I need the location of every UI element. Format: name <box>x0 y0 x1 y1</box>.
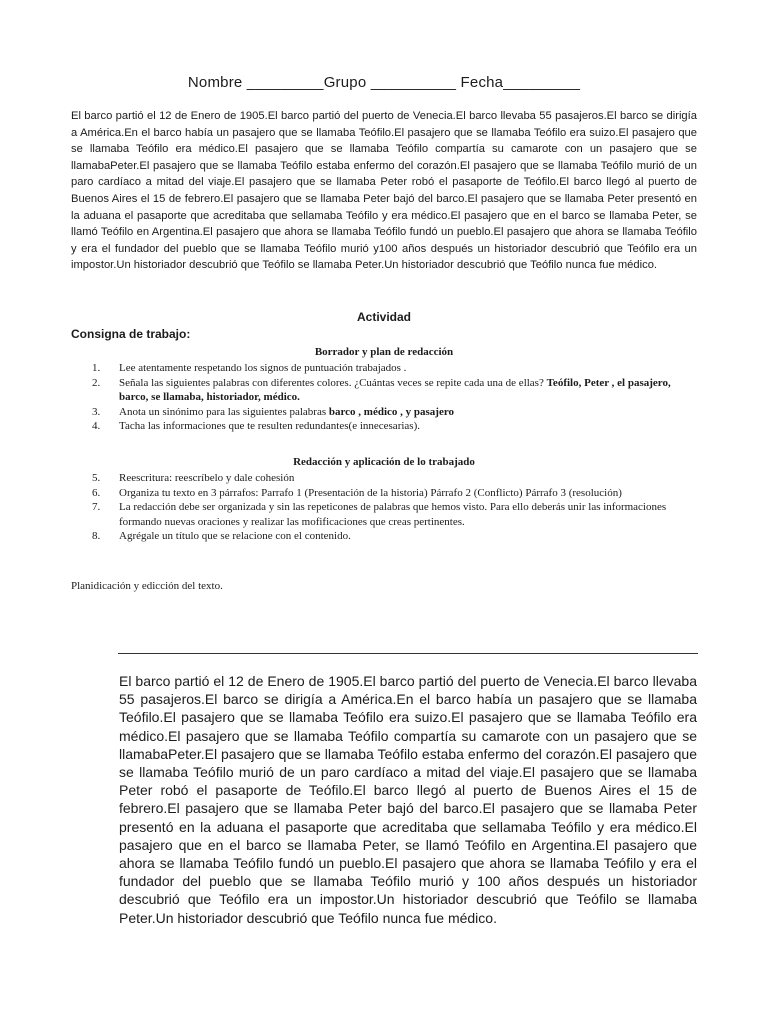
item-text: Organiza tu texto en 3 párrafos: Parrafo 1 (Presentación de la historia) Párrafo 2 (Conflicto) Párrafo 3 (resolución) <box>119 486 622 499</box>
activity-title: Actividad <box>356 310 411 324</box>
item-text: Tacha las informaciones que te resulten redundantes(e innecesarias). <box>119 420 420 433</box>
item-number: 2. <box>92 376 101 389</box>
item-text: Señala las siguientes palabras con diferentes colores. ¿Cuántas veces se repite cada una de ellas? Teófilo, Peter , el pasajero, barco, se llamaba, historiador, médico. <box>119 376 671 404</box>
item-number: 5. <box>92 472 101 484</box>
planificacion-label: Planidicación y edicción del texto. <box>71 580 223 592</box>
item-number: 7. <box>92 501 101 514</box>
highlight-words: barco , médico , y pasajero <box>328 405 455 418</box>
task-list-borrador <box>92 361 702 434</box>
item-text: Agrégale un título que se relacione con el contenido. <box>119 530 351 543</box>
section-title-borrador: Borrador y plan de redacción <box>314 346 454 358</box>
item-text: Reescritura: reescríbelo y dale cohesión <box>119 472 295 484</box>
item-number: 3. <box>92 405 101 418</box>
list-item <box>92 529 702 544</box>
list-item <box>92 361 702 376</box>
divider-line <box>118 653 698 654</box>
item-number: 8. <box>92 530 101 543</box>
item-text: La redacción debe ser organizada y sin las repeticones de palabras que hemos visto. Para ello deberás unir las informaciones formando nuevas oraciones y realizar las mofificaciones que creas pertinentes. <box>119 501 667 528</box>
list-item <box>92 419 702 434</box>
list-item <box>92 376 702 405</box>
highlight-words: Teófilo, Peter , el pasajero, barco, se llamaba, historiador, médico. <box>119 376 671 404</box>
item-number: 1. <box>92 362 101 374</box>
rewrite-paragraph: El barco partió el 12 de Enero de 1905.El barco partió del puerto de Venecia.El barco llevaba 55 pasajeros.El barco se dirigía a América.En el barco había un pasajero que se llamaba Teófilo.El pasajero que se llamaba Teófilo era suizo.El pasajero que se llamaba Teófilo era médico.El pasajero que se llamaba Teófilo compartía su camarote con un pasajero que se llamabaPeter.El pasajero que se llamaba Teófilo estaba enfermo del corazón.El pasajero que se llamaba Teófilo murió de un paro cardíaco a mitad del viaje.El pasajero que se llamaba Peter robó el pasaporte de Teófilo.El barco llegó al puerto de Buenos Aires el 15 de febrero.El pasajero que se llamaba Peter bajó del barco.El pasajero que se llamaba Peter presentó en la aduana el pasaporte que acreditaba que sellamaba Teófilo y era médico.El pasajero que en el barco se llamaba Peter, se llamó Teófilo en Argentina.El pasajero que ahora se llamaba Teófilo fundó un pueblo.El pasajero que ahora se llamaba Teófilo y era el fundador del pueblo que se llamaba Teófilo murió y 100 años después un historiador descubrió que Teófilo era un impostor.Un historiador descubrió que Teófilo se llamaba Peter.Un historiador descubrió que Teófilo nunca fue médico. <box>119 673 697 926</box>
item-text: Lee atentamente respetando los signos de puntuación trabajados . <box>119 362 407 374</box>
list-item <box>92 486 702 501</box>
item-number: 6. <box>92 486 101 499</box>
consigna-label: Consigna de trabajo: <box>71 327 191 341</box>
item-text: Anota un sinónimo para las siguientes palabras barco , médico , y pasajero <box>119 405 455 418</box>
item-number: 4. <box>92 420 101 433</box>
student-info-header: Nombre _________Grupo __________ Fecha_________ <box>187 74 581 91</box>
list-item <box>92 405 702 420</box>
section-title-redaccion: Redacción y aplicación de lo trabajado <box>293 456 475 468</box>
list-item <box>92 500 702 529</box>
story-paragraph: El barco partió el 12 de Enero de 1905.El barco partió del puerto de Venecia.El barco llevaba 55 pasajeros.El barco se dirigía a América.En el barco había un pasajero que se llamaba Teófilo.El pasajero que se llamaba Teófilo era suizo.El pasajero que se llamaba Teófilo era médico.El pasajero que se llamaba Teófilo compartía su camarote con un pasajero que se llamabaPeter.El pasajero que se llamaba Teófilo estaba enfermo del corazón.El pasajero que se llamaba Teófilo murió de un paro cardíaco a mitad del viaje.El pasajero que se llamaba Peter robó el pasaporte de Teófilo.El barco llegó al puerto de Buenos Aires el 15 de febrero.El pasajero que se llamaba Peter bajó del barco.El pasajero que se llamaba Peter presentó en la aduana el pasaporte que acreditaba que sellamaba Teófilo y era médico.El pasajero que en el barco se llamaba Peter, se llamó Teófilo en Argentina.El pasajero que ahora se llamaba Teófilo fundó un pueblo.El pasajero que ahora se llamaba Teófilo y era el fundador del pueblo que se llamaba Teófilo murió y100 años después un historiador descubrió que Teófilo era un impostor.Un historiador descubrió que Teófilo se llamaba Peter.Un historiador descubrió que Teófilo nunca fue médico. <box>71 110 697 272</box>
list-item <box>92 471 702 486</box>
task-list-redaccion <box>92 471 702 544</box>
